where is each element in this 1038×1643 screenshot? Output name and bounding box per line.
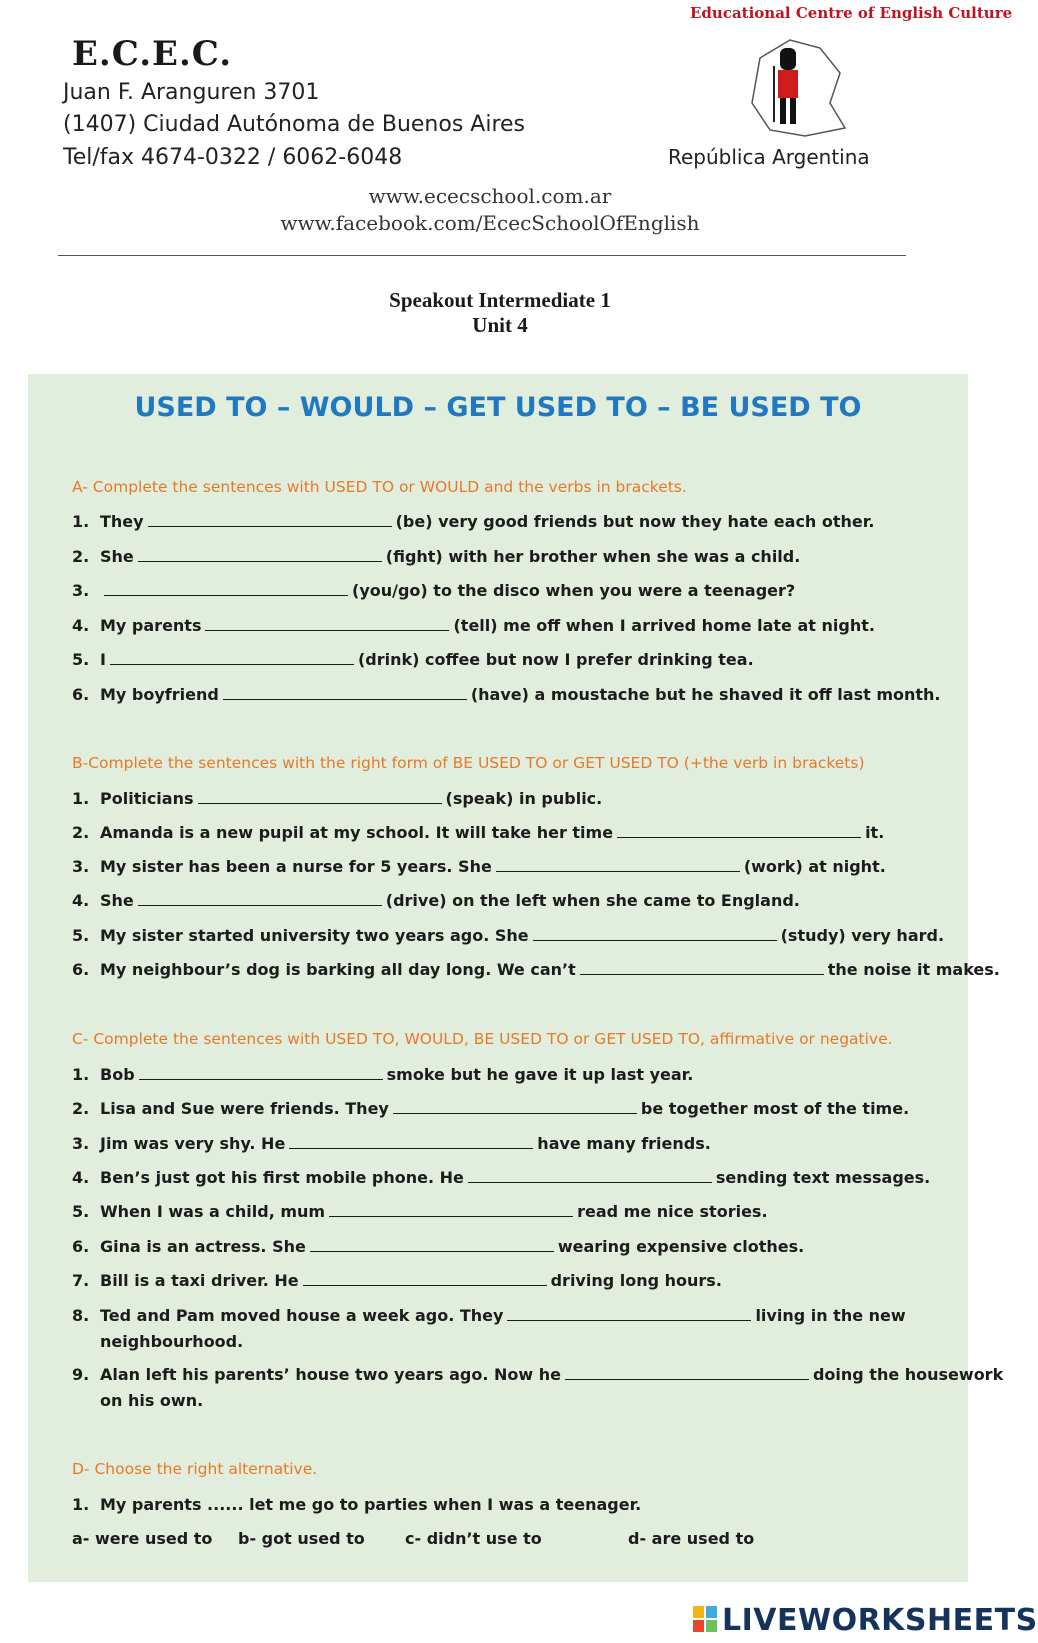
section-a-item: 3. (you/go) to the disco when you were a teenager?	[72, 581, 796, 600]
section-a-item: 6. My boyfriend (have) a moustache but he shaved it off last month.	[72, 685, 941, 704]
section-d-question: 1. My parents ...... let me go to parties when I was a teenager.	[72, 1495, 642, 1514]
answer-blank[interactable]	[205, 616, 449, 631]
answer-blank[interactable]	[565, 1365, 809, 1380]
section-c-heading: C- Complete the sentences with USED TO, WOULD, BE USED TO or GET USED TO, affirmative or negative.	[72, 1030, 893, 1048]
answer-blank[interactable]	[617, 823, 861, 838]
section-c-item: 2. Lisa and Sue were friends. They be together most of the time.	[72, 1099, 910, 1118]
answer-blank[interactable]	[303, 1271, 547, 1286]
answer-blank[interactable]	[289, 1134, 533, 1149]
country-label: República Argentina	[668, 145, 870, 169]
answer-blank[interactable]	[139, 1065, 383, 1080]
answer-blank[interactable]	[507, 1306, 751, 1321]
answer-blank[interactable]	[110, 650, 354, 665]
map-outline-icon	[752, 40, 845, 136]
school-name: E.C.E.C.	[72, 34, 233, 74]
option-b[interactable]: b- got used to	[238, 1529, 365, 1548]
answer-blank[interactable]	[468, 1168, 712, 1183]
section-b-item: 5. My sister started university two years ago. She (study) very hard.	[72, 926, 945, 945]
section-a-item: 4. My parents (tell) me off when I arrived home late at night.	[72, 616, 875, 635]
section-a-heading: A- Complete the sentences with USED TO or WOULD and the verbs in brackets.	[72, 478, 687, 496]
answer-blank[interactable]	[138, 547, 382, 562]
answer-blank[interactable]	[198, 789, 442, 804]
school-logo	[690, 4, 1013, 148]
answer-blank[interactable]	[104, 581, 348, 596]
section-b-item: 3. My sister has been a nurse for 5 years. She (work) at night.	[72, 857, 886, 876]
answer-blank[interactable]	[223, 685, 467, 700]
section-c-item: 9. Alan left his parents’ house two years ago. Now he doing the housework	[72, 1365, 1004, 1384]
answer-blank[interactable]	[329, 1202, 573, 1217]
section-a-item: 1. They (be) very good friends but now they hate each other.	[72, 512, 875, 531]
section-c-item-continuation: neighbourhood.	[100, 1332, 244, 1351]
section-b-item: 1. Politicians (speak) in public.	[72, 789, 603, 808]
option-d[interactable]: d- are used to	[628, 1529, 755, 1548]
section-c-item: 3. Jim was very shy. He have many friends.	[72, 1134, 711, 1153]
answer-blank[interactable]	[310, 1237, 554, 1252]
section-b-heading: B-Complete the sentences with the right form of BE USED TO or GET USED TO (+the verb in brackets)	[72, 754, 865, 772]
answer-blank[interactable]	[496, 857, 740, 872]
section-b-item: 6. My neighbour’s dog is barking all day long. We can’t the noise it makes.	[72, 960, 1000, 979]
answer-blank[interactable]	[138, 891, 382, 906]
answer-blank[interactable]	[580, 960, 824, 975]
liveworksheets-logo-icon	[693, 1606, 717, 1632]
section-d-heading: D- Choose the right alternative.	[72, 1460, 318, 1478]
facebook-link[interactable]: www.facebook.com/EcecSchoolOfEnglish	[280, 211, 700, 235]
section-c-item: 4. Ben’s just got his first mobile phone. He sending text messages.	[72, 1168, 931, 1187]
section-a-item: 2. She (fight) with her brother when she was a child.	[72, 547, 801, 566]
section-a-item: 5. I (drink) coffee but now I prefer drinking tea.	[72, 650, 754, 669]
section-c-item: 6. Gina is an actress. She wearing expensive clothes.	[72, 1237, 805, 1256]
section-c-item-continuation: on his own.	[100, 1391, 204, 1410]
option-c[interactable]: c- didn’t use to	[405, 1529, 542, 1548]
liveworksheets-brand[interactable]: LIVEWORKSHEETS	[722, 1603, 1038, 1638]
section-c-item: 5. When I was a child, mum read me nice stories.	[72, 1202, 768, 1221]
address-line-2: (1407) Ciudad Autónoma de Buenos Aires	[63, 112, 525, 137]
course-title: Speakout Intermediate 1	[389, 288, 611, 312]
header-divider	[58, 255, 906, 256]
section-c-item: 7. Bill is a taxi driver. He driving long hours.	[72, 1271, 722, 1290]
section-b-item: 4. She (drive) on the left when she came to England.	[72, 891, 800, 910]
unit-title: Unit 4	[472, 313, 528, 337]
worksheet-title: USED TO – WOULD – GET USED TO – BE USED TO	[134, 392, 862, 423]
answer-blank[interactable]	[148, 512, 392, 527]
phone-line: Tel/fax 4674-0322 / 6062-6048	[63, 145, 403, 170]
address-line-1: Juan F. Aranguren 3701	[63, 80, 320, 105]
answer-blank[interactable]	[393, 1099, 637, 1114]
option-a[interactable]: a- were used to	[72, 1529, 213, 1548]
section-c-item: 8. Ted and Pam moved house a week ago. They living in the new	[72, 1306, 906, 1325]
section-b-item: 2. Amanda is a new pupil at my school. It will take her time it.	[72, 823, 885, 842]
answer-blank[interactable]	[533, 926, 777, 941]
logo-text: Educational Centre of English Culture	[690, 4, 1013, 22]
website-link[interactable]: www.ececschool.com.ar	[368, 184, 612, 208]
section-c-item: 1. Bob smoke but he gave it up last year.	[72, 1065, 694, 1084]
